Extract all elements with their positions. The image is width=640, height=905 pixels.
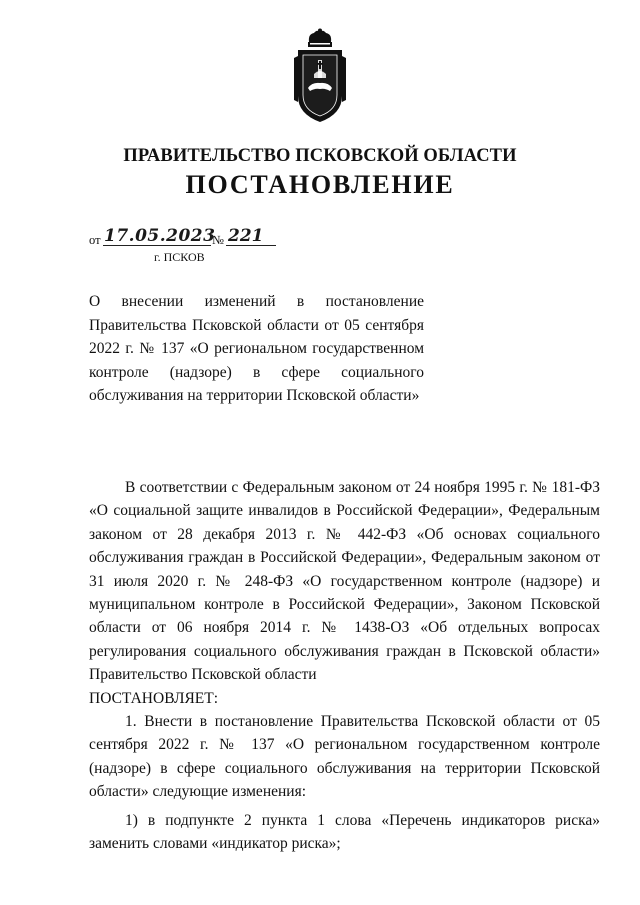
registration-line (89, 226, 289, 250)
handwritten-number: 221 (228, 226, 264, 246)
document-body (89, 476, 600, 856)
organization-name: ПРАВИТЕЛЬСТВО ПСКОВСКОЙ ОБЛАСТИ (123, 146, 517, 166)
coat-of-arms-icon (292, 28, 348, 128)
date-prefix: от (89, 233, 101, 247)
preamble-paragraph: В соответствии с Федеральным законом от 24 ноября 1995 г. № 181-ФЗ «О социальной защите инвалидов в Российской Федерации», Федеральным законом от 28 декабря 2013 г. № 442-ФЗ «Об основах социального обслуживания граждан в Российской Федерации», Федеральным законом от 31 июля 2020 г. № 248-ФЗ «О государственном контроле (надзоре) и муниципальном контроле в Российской Федерации», Законом Псковской области от 06 ноября 2014 г. № 1438-ОЗ «Об отдельных вопросах регулирования социального обслуживания граждан в Псковской области» Правительство Псковской области (89, 479, 600, 684)
document-type: ПОСТАНОВЛЕНИЕ (185, 170, 455, 199)
item-1-1-paragraph: 1) в подпункте 2 пункта 1 слова «Перечень индикаторов риска» заменить словами «индикатор риска»; (89, 811, 600, 853)
document-subject: О внесении изменений в постановление Правительства Псковской области от 05 сентября 2022 г. № 137 «О региональном государственном контроле (надзоре) в сфере социального обслуживания на территории Псковской области» (89, 293, 424, 404)
number-prefix: № (212, 233, 224, 247)
handwritten-date: 17.05.2023 (104, 226, 216, 246)
item-1-paragraph: 1. Внести в постановление Правительства Псковской области от 05 сентября 2022 г. № 137 «О региональном государственном контроле (надзоре) в сфере социального обслуживания на территории Псковской области» следующие изменения: (89, 713, 600, 801)
resolves-heading: ПОСТАНОВЛЯЕТ: (89, 689, 219, 707)
city-name: г. ПСКОВ (154, 250, 205, 264)
